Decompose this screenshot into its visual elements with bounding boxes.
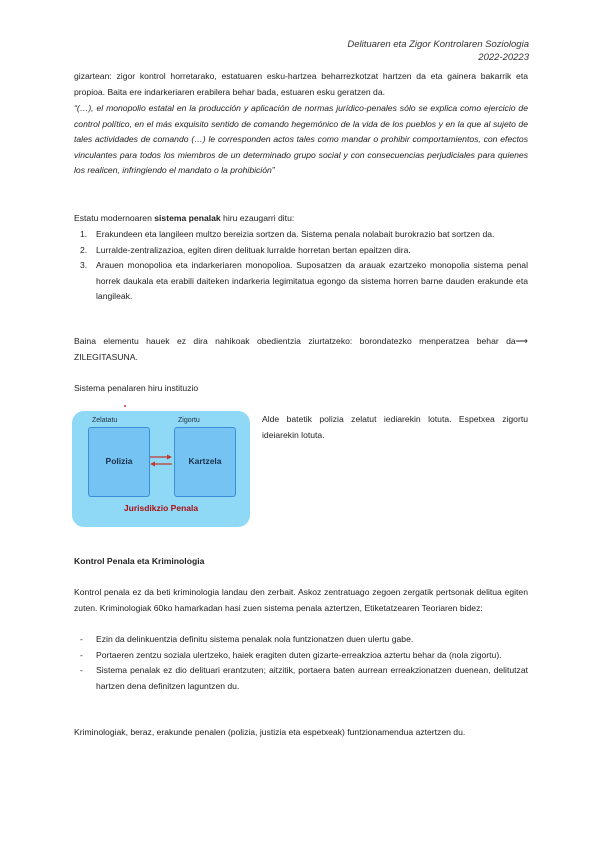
spanish-quote: “(…), el monopolio estatal en la producción y aplicación de normas jurídico-penales sólo se explica como ejercicio de control político, en el más exquisito sentido de comando hegemónico de la vida de los pueblos y en la que al sujeto de tales actividades de comando (…) le corresponden actos tales como mandar o prohibir comportamientos, con efectos vinculantes para todos los miembros de un determinado grupo social y con consecuencias perjudiciales para quienes los realicen, infringiendo el mandato o la prohibición” [74, 103, 528, 175]
page-header [347, 38, 529, 64]
list-item-text: Portaeren zentzu soziala ulertzeko, haiek eragiten duten gizarte-erreakzioa aztertu behar da (nola zigortu). [96, 649, 502, 660]
kontrol-paragraph: Kontrol penala ez da beti kriminologia landau den zerbait. Askoz zentratuago zegoen zergatik pertsonak delitua egiten zuten. Kriminologiak 60ko hamarkadan hasi zuen sistema penala aztertzen, Etiketatzearen Teoriaren bidez: [74, 587, 528, 613]
features-intro-after: hiru ezaugarri ditu: [220, 213, 295, 223]
list-item-text: Ezin da delinkuentzia definitu sistema penalak nola funtzionatzen duen ulertu gabe. [96, 634, 414, 644]
obedience-paragraph: Baina elementu hauek ez dira nahikoak obedientzia ziurtatzeko: borondatezko menperatzea behar da⟶ ZILEGITASUNA. [74, 336, 528, 362]
list-number: 2. [80, 244, 88, 255]
kartzela-label: Kartzela [188, 456, 222, 466]
features-list [74, 227, 528, 305]
institutions-diagram [72, 411, 250, 527]
features-intro-bold: sistema penalak [154, 213, 221, 223]
list-item [74, 648, 528, 664]
list-dash: - [80, 634, 83, 644]
list-dash: - [80, 649, 83, 660]
polizia-label: Polizia [105, 456, 133, 466]
zigortu-label: Zigortu [178, 417, 200, 424]
institutions-heading: Sistema penalaren hiru instituzio [74, 383, 199, 393]
header-year: 2022-20223 [478, 52, 529, 63]
list-item [74, 227, 528, 243]
features-intro [74, 211, 528, 227]
institutions-description: Alde batetik polizia zelatut iediarekin lotuta. Espetxea zigortu ideiarekin lotuta. [262, 414, 528, 440]
intro-paragraph: gizartean: zigor kontrol horretarako, estatuaren esku-hartzea beharrezkotzat hartzen da eta gainera bakarrik eta propioa. Baita ere indarkeriaren erabilera behar bada, estuaren esku geratzen da. [74, 71, 528, 97]
list-item-text: Erakundeen eta langileen multzo bereizia sortzen da. Sistema penala nolabait burokrazio bat sortzen da. [96, 229, 495, 239]
kontrol-heading: Kontrol Penala eta Kriminologia [74, 556, 205, 566]
features-intro-before: Estatu modernoaren [74, 213, 155, 223]
kontrol-list [74, 632, 528, 694]
list-item [74, 243, 528, 259]
list-item-text: Lurralde-zentralizazioa, egiten diren delituak lurralde horretan bertan epaitzen dira. [96, 244, 411, 255]
kontrol-closing: Kriminologiak, beraz, erakunde penalen (polizia, justizia eta espetxeak) funtzionamendua aztertzen du. [74, 727, 466, 737]
header-title: Delituaren eta Zigor Kontrolaren Soziologia [347, 39, 529, 50]
kartzela-box [174, 417, 236, 497]
zelatatu-label: Zelatatu [92, 417, 118, 424]
jurisdikzio-label: Jurisdikzio Penala [123, 503, 199, 513]
list-item-text: Arauen monopolioa eta indarkeriaren monopolioa. Suposatzen da arauak ezartzeko monopolia sistema penal horrek daukala eta erabili daiteken indarkeria legimitatua egongo da sistema horren barne dauden erakunde eta langileak. [96, 260, 528, 301]
list-item [74, 632, 528, 648]
list-number: 3. [80, 260, 88, 270]
polizia-box [88, 417, 150, 497]
decorative-dot [124, 405, 126, 407]
list-item [74, 663, 528, 694]
list-item [74, 258, 528, 305]
list-number: 1. [80, 229, 88, 239]
list-item-text: Sistema penalak ez dio delituari erantzuten; aitzitik, portaera baten aurrean erreakzionatzen duenean, delitutzat hartzen dena definitzen laguntzen du. [96, 665, 528, 691]
list-dash: - [80, 665, 83, 675]
bidirectional-arrow-icon [148, 453, 174, 469]
